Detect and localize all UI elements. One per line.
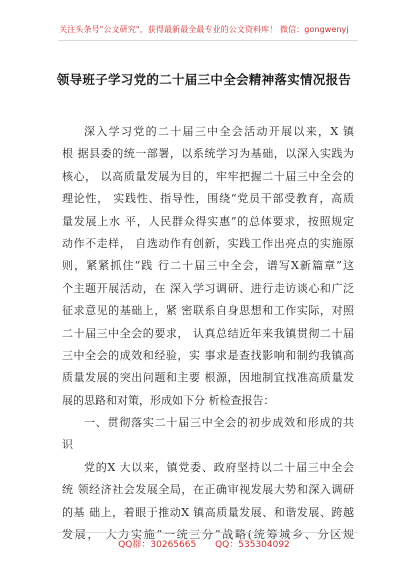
body-line: 统 领经济社会发展全局，在正确审视发展大势和深入调研 xyxy=(62,483,354,497)
header-divider xyxy=(58,40,358,41)
footer-divider xyxy=(58,532,358,533)
body-line: 理论性， 实践性、指导性，围绕“党员干部受教育，高质 xyxy=(62,192,354,206)
section-heading-continued: 识 xyxy=(62,438,73,452)
body-line: 质量发展的突出问题和主要 根源，因地制宜找准高质量发 xyxy=(62,371,354,385)
body-line: 发展， 大力实施“一统三分”战略(统筹城乡、分区规 xyxy=(62,528,354,542)
footer-qq: QQ：535304092 xyxy=(215,540,290,550)
footer-qq-group: QQ群：30265665 xyxy=(118,540,197,550)
body-line: 核心， 以高质量发展为目的，牢牢把握二十届三中全会的 xyxy=(62,169,354,183)
body-line: 则，紧紧抓住“践 行二十届三中全会，谱写X新篇章”这 xyxy=(62,259,354,273)
body-line: 根 据县委的统一部署，以系统学习为基础，以深入实践为 xyxy=(62,147,354,161)
document-body xyxy=(62,121,354,546)
body-line: 动作不走样， 自选动作有创新，实践工作出亮点的实施原 xyxy=(62,236,354,250)
body-line: 三中全会的成效和经验，实 事求是查找影响和制约我镇高 xyxy=(62,348,354,362)
body-line: 二十届三中全会的要求， 认真总结近年来我镇贯彻二十届 xyxy=(62,326,354,340)
body-line: 量发展上水 平，人民群众得实惠”的总体要求，按照规定 xyxy=(62,214,354,228)
body-line: 征求意见的基础上，紧 密联系自身思想和工作实际，对照 xyxy=(62,304,354,318)
body-line: 党的X 大以来，镇党委、政府坚持以二十届三中全会 xyxy=(84,460,354,474)
body-line: 的基 础上，着眼于推动X 镇高质量发展、和谐发展、跨越 xyxy=(62,505,354,519)
body-line: 个主题开展活动，在 深入学习调研、进行走访谈心和广泛 xyxy=(62,281,354,295)
footer-contact xyxy=(0,537,408,550)
section-heading: 一、贯彻落实二十届三中全会的初步成效和形成的共 xyxy=(84,416,354,430)
body-line: 展的思路和对策，形成如下分 析检查报告： xyxy=(62,393,275,407)
body-line: 深入学习党的二十届三中全会活动开展以来，X 镇 xyxy=(84,125,354,138)
document-title: 领导班子学习党的二十届三中全会精神落实情况报告 xyxy=(56,72,352,87)
header-banner: 关注头条号"公文研究"，获得最新最全最专业的公文资料库！ 微信：gongwenyj xyxy=(59,25,349,34)
